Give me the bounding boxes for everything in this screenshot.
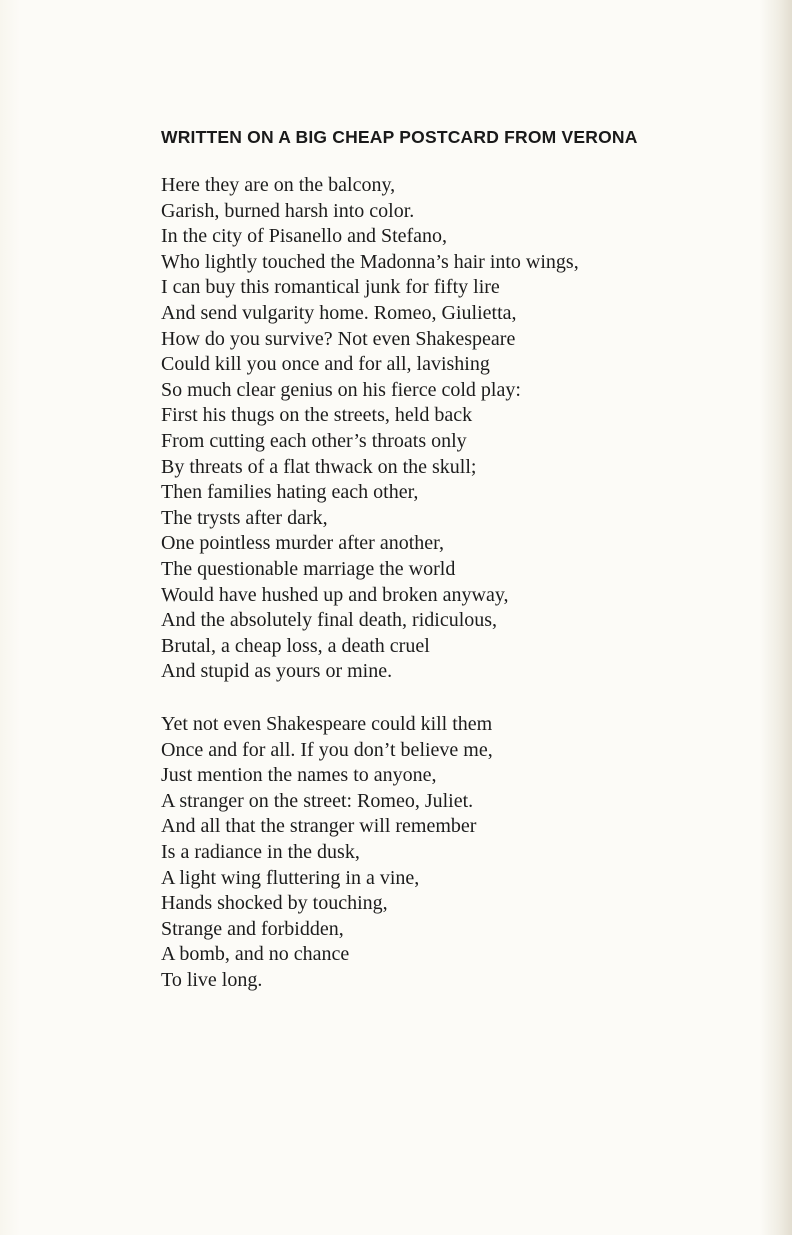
poem-line: Once and for all. If you don’t believe me, (161, 738, 493, 761)
poem-line: In the city of Pisanello and Stefano, (161, 225, 448, 248)
poem-title: WRITTEN ON A BIG CHEAP POSTCARD FROM VERONA (161, 127, 638, 147)
poem-line: Just mention the names to anyone, (161, 764, 437, 787)
stanza-2 (161, 712, 493, 994)
poem-line: One pointless murder after another, (161, 532, 444, 555)
poem-line: Could kill you once and for all, lavishing (161, 353, 490, 376)
poem-line: And stupid as yours or mine. (161, 660, 393, 683)
poem-line: Would have hushed up and broken anyway, (161, 583, 509, 606)
poem-line: A light wing fluttering in a vine, (161, 866, 420, 889)
poem-line: Hands shocked by touching, (161, 892, 388, 915)
poem-line: First his thugs on the streets, held back (161, 404, 473, 427)
poem-line: Is a radiance in the dusk, (161, 840, 360, 863)
poem-line: Then families hating each other, (161, 481, 419, 504)
poem-line: Here they are on the balcony, (161, 174, 396, 196)
poem-line: A stranger on the street: Romeo, Juliet. (161, 789, 474, 812)
poem-line: Who lightly touched the Madonna’s hair into wings, (161, 250, 579, 273)
poem-line: A bomb, and no chance (161, 943, 350, 966)
poem-line: How do you survive? Not even Shakespeare (161, 327, 516, 350)
poem-line: And all that the stranger will remember (161, 815, 477, 838)
poem-line: And the absolutely final death, ridiculous, (161, 609, 498, 632)
poem-line: To live long. (161, 968, 263, 991)
stanza-1 (161, 173, 579, 685)
poem-line: By threats of a flat thwack on the skull; (161, 455, 477, 478)
poem-line: Strange and forbidden, (161, 917, 344, 940)
poem-line: Brutal, a cheap loss, a death cruel (161, 634, 430, 657)
poem-line: And send vulgarity home. Romeo, Giulietta, (161, 301, 517, 324)
poem-line: Garish, burned harsh into color. (161, 199, 415, 222)
poem-line: From cutting each other’s throats only (161, 429, 467, 452)
poem-line: The questionable marriage the world (161, 557, 456, 580)
poem-line: I can buy this romantical junk for fifty lire (161, 276, 500, 299)
poem-line: The trysts after dark, (161, 506, 328, 529)
poem-line: Yet not even Shakespeare could kill them (161, 713, 493, 735)
poem-line: So much clear genius on his fierce cold play: (161, 378, 521, 401)
